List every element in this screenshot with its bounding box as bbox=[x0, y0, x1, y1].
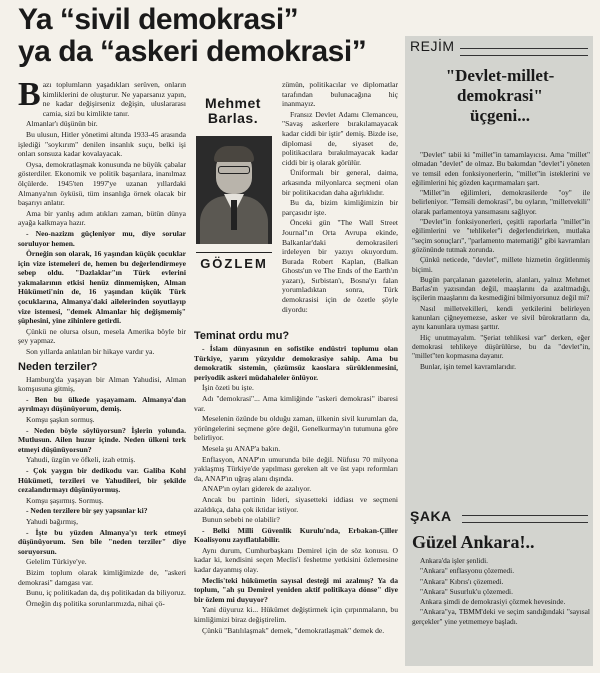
paragraph: Fransız Devlet Adamı Clemanceu, "Savaş askerlere bırakılamayacak kadar ciddi bir iştir" demiş. Bizde ise, diplomasi de, siyaset de, politikacılara bırakılmayacak kadar ciddi bir iş olarak görülür. bbox=[282, 109, 398, 167]
paragraph: Son yıllarda anlatılan bir hikaye vardır ya. bbox=[26, 347, 155, 357]
paragraph: Örneğin dış politika sorunlarımızda, nihai çö- bbox=[26, 598, 165, 608]
paragraph: Çünkü "Batılılaşmak" demek, "demokratlaşmak" demek de. bbox=[202, 625, 385, 635]
paragraph: "Ankara" enflasyonu çözemedi. bbox=[420, 566, 515, 576]
paragraph: Yahudi bağırmış, bbox=[26, 516, 78, 526]
paragraph: Meselenin özünde bu olduğu zaman, ülkenin sivil kurumları da, yörüngelerini seçmene göre değil, Genelkurmay'ın tutumuna göre belirliyor. bbox=[194, 414, 398, 443]
paragraph: "Devlet" tabii ki "millet"in tamamlayıcısı. Ama "millet" olmadan "devlet" de olmaz. Bu bakımdan "devlet"i yöneten ve temsil eden fonksiyonerlerin, "millet"in isteklerini ve eğilimlerini hiç gözden kaçırmamaları şart. bbox=[412, 150, 590, 187]
paragraph: - Neden böyle söylüyorsun? İşlerin yolunda. Mutlusun. Ailen huzur içinde. Neden ülkeni terk etmeyi düşünüyorsun? bbox=[18, 425, 186, 454]
author-photo bbox=[196, 136, 272, 244]
paragraph: - İşte bu yüzden Almanya'yı terk etmeyi düşünüyorum. Sen bile "neden terziler" diye soruyorsun. bbox=[18, 527, 186, 556]
paragraph: - Neden terzilere bir şey yapsınlar ki? bbox=[26, 506, 148, 516]
paragraph: Bu da, bizim kimliğimizin bir parçasıdır işte. bbox=[282, 198, 398, 217]
paragraph: Yahudi, üzgün ve öfkeli, izah etmiş. bbox=[26, 455, 136, 465]
paragraph: Bu ulusun, Hitler yönetimi altında 1933-45 arasında işlediği "soykırım" denilen insanlık suçu, belki işi onları sonsuza kadar kovalayacak. bbox=[18, 129, 186, 159]
paragraph: Ankara'da işler şenlidi. bbox=[420, 556, 489, 565]
article-column-1 bbox=[18, 80, 186, 668]
paragraph: Komşu şaşırmış. Sormuş. bbox=[26, 495, 104, 505]
paragraph: Bugün parçalanan gazetelerin, alanları, yalnız Mehmet Barlas'ın yazısından değil, maaşlarını da azaltmadığı, işçilerin maaşlarını da kesmediğini bilmiyorsunuz değil mi? bbox=[412, 274, 590, 303]
paragraph: Oysa, demokratlaşmak konusunda ne büyük çabalar gösterdiler. Ekonomik ve politik başarılara, inanılmaz ölçülerde. 1945'ten 1997'ye uzanan yıllardaki Almanya'nın öyküsü, tüm insanlığa örnek olacak bir başarıyı anlatır. bbox=[18, 159, 186, 208]
paragraph: Hiç unutmayalım. "Şeriat tehlikesi var" derken, eğer demokrasi tehlikeye düşürülürse, bu da "devlet"in, "millet"ten kopmasına dayanır. bbox=[412, 332, 590, 361]
subhead-neden-terziler: Neden terziler? bbox=[18, 360, 98, 373]
paragraph: Bunun sebebi ne olabilir? bbox=[202, 515, 280, 525]
author-last-name: Barlas. bbox=[207, 110, 259, 126]
paragraph: - İslam dünyasının en sofistike endüstri toplumu olan Türkiye, yarım yüzyıldır demokrasiye sahip. Ama bu demokratik sistemin, çözümsüz kaoslara sürüklenmesini, periyodik askeri müdahaleler önlüyor. bbox=[194, 344, 398, 382]
paragraph: Aynı durum, Cumhurbaşkanı Demirel için de söz konusu. O kadar ki, kendisini seçen Meclis'i feshetme yetkisini özlemesine kadar dayanmış olay. bbox=[194, 545, 398, 575]
paragraph: Meclis'teki hükümetin sayısal desteği mi azalmış? Ya da toplum, "ah şu Demirel yeniden aktif politikaya dönse" diye bir özlem mi duyuyor? bbox=[194, 575, 398, 604]
sidebar-headline-line-2: demokrasi" bbox=[457, 86, 543, 105]
paragraph: zümün, politikacılar ve diplomatlar tarafından bulunacağına hiç inanmayız. bbox=[282, 80, 398, 109]
paragraph: Üniformalı bir general, daima, arkasında milyonlarca seçmeni olan bir politikacıdan daha ağırlıklıdır. bbox=[282, 168, 398, 197]
sidebar-headline bbox=[410, 66, 590, 126]
headline-line-2: ya da “askeri demokrasi” bbox=[18, 35, 367, 68]
paragraph: "Ankara" Susurluk'u çözemedi. bbox=[420, 586, 513, 596]
paragraph: Mesela şu ANAP'a bakın. bbox=[202, 443, 281, 453]
article-column-2-top bbox=[282, 80, 398, 326]
paragraph: Hamburg'da yaşayan bir Alman Yahudisi, Alman komşusuna gitmiş, bbox=[18, 374, 186, 394]
rejim-label: REJİM bbox=[410, 38, 455, 54]
paragraph: "Ankara" Kıbrıs'ı çözemedi. bbox=[420, 576, 504, 586]
paragraph: azı toplumların yaşadıkları serüven, onların kimliklerini de oluşturur. Ne yaparsanız yapın, ne kadar değişirseniz değişin, uluslararası camia, sizi bu kimlikte tanır. bbox=[42, 80, 186, 118]
paragraph: Çünkü ne olursa olsun, mesela Amerika böyle bir şey yapmaz. bbox=[18, 326, 186, 346]
saka-label: ŞAKA bbox=[410, 508, 452, 524]
paragraph: ANAP'ın oyları giderek de azalıyor. bbox=[202, 484, 312, 494]
paragraph: Ancak bu partinin lideri, siyasetteki iddiası ve seçmeni azaldıkça, daha çok iktidar istiyor. bbox=[194, 494, 398, 514]
headline-line-1: Ya “sivil demokrasi” bbox=[18, 3, 299, 36]
paragraph: - Ben bu ülkede yaşayamam. Almanya'dan ayrılmayı düşünüyorum, demiş. bbox=[18, 394, 186, 414]
saka-text bbox=[412, 556, 590, 627]
sidebar-headline-line-3: üçgeni... bbox=[470, 106, 530, 125]
column-name: GÖZLEM bbox=[196, 252, 272, 271]
paragraph: Komşu şaşkın sormuş. bbox=[26, 415, 95, 424]
saka-headline: Güzel Ankara!.. bbox=[412, 532, 535, 552]
sidebar-headline-line-1: "Devlet-millet- bbox=[445, 66, 555, 85]
paragraph: Nasıl milletvekilleri, kendi yetkilerini belirleyen kanunları çiğneyemezse, asker ve sivil bürokratların da, aynı kanunlara uyması şarttır. bbox=[412, 303, 590, 332]
paragraph: - Belki Milli Güvenlik Kurulu'nda, Erbakan-Çiller Koalisyonu zayıflatılabilir. bbox=[194, 525, 398, 545]
paragraph: Adı "demokrasi"... Ama kimliğinde "askeri demokrasi" ibaresi var. bbox=[194, 393, 398, 413]
author-box bbox=[192, 96, 274, 278]
sidebar-text bbox=[412, 150, 590, 372]
author-first-name: Mehmet bbox=[205, 95, 261, 111]
drop-cap: B bbox=[18, 80, 41, 113]
paragraph: "Ankara"ya, TBMM'deki ve seçim sandığındaki "sayısal gerçekler" yine yetmemeye başladı. bbox=[412, 607, 590, 626]
paragraph: Bunu, iç politikadan da, dış politikadan da biliyoruz. bbox=[26, 588, 186, 598]
paragraph: Ama bir yanlış adım atıkları zaman, bütün dünya ayağa kalkmaya hazır. bbox=[18, 208, 186, 228]
saka-rule bbox=[462, 515, 588, 523]
article-column-2 bbox=[194, 326, 398, 668]
article-headline bbox=[18, 4, 398, 68]
paragraph: Bizim toplum olarak kimliğimizde de, "askeri demokrasi" damgası var. bbox=[18, 567, 186, 587]
paragraph: Ankara şimdi de demokrasiyi çözmek hevesinde. bbox=[420, 597, 566, 607]
paragraph: Enflasyon, ANAP'ın umurunda bile değil. Nüfusu 70 milyona yaklaşmış Türkiye'de yapılması gereken alt ve üst yapı reformları da, ANAP'ın uğraş alanı dışında. bbox=[194, 454, 398, 483]
paragraph: - Neo-nazizm güçleniyor mu, diye sorular soruluyor hemen. bbox=[18, 228, 186, 248]
paragraph: "Devlet"in fonksiyonerleri, çeşitli raporlarla "millet"in eğilimlerini ve "tehlikeler"i değerlendirirken, mutlaka "seçim sonuçları", "parlamento matematiği" gibi kavramları gözönünde tutmak zorunda. bbox=[412, 217, 590, 254]
paragraph: Çünkü neticede, "devlet", millete hizmetin örgütlenmiş biçimi. bbox=[412, 255, 590, 274]
subhead-teminat-ordu-mu: Teminat ordu mu? bbox=[194, 330, 290, 342]
paragraph: Örneğin son olarak, 16 yaşından küçük çocuklar için vize istemeleri de, hemen bu değerlendirmeye sebep oldu. "Dazlaklar"ın Türk evlerini yakmalarının etkisi henüz dinmemişken, Alman Hükümeti'nin de, 16 yaşından küçük Türk çocuklarına, Almanya'daki ailelerinden soyutlayıp vize istemesi, "demek Almanlar hiç değişmemiş" şüphesini, yine zihinlere getirdi. bbox=[18, 249, 186, 326]
paragraph: İşin özeti bu işte. bbox=[202, 383, 254, 393]
paragraph: Yani düyuruz ki... Hükümet değiştirmek için çırpınmaların, bu kimliğimizi biraz değiştirelim. bbox=[194, 605, 398, 625]
rejim-rule bbox=[460, 48, 588, 56]
paragraph: "Millet"in eğilimleri, demokrasilerde "oy" ile belirleniyor. "Temsili demokrasi", bu oyların, "milletvekili" olarak parlamentoya yansımasını sağlıyor. bbox=[412, 188, 590, 216]
paragraph: Gelelim Türkiye'ye. bbox=[26, 557, 87, 567]
paragraph: Almanlar'ı düşünün bir. bbox=[26, 119, 98, 129]
paragraph: Önceki gün "The Wall Street Journal"ın Orta Avrupa ekinde, Balkanlar'daki demokrasileri irdeleyen bir yazıyı okuyordum. Burada Robert Kaplan, (Balkan Ghosts'un ve The Ends of the Earth'ın yazarı), Sırbistan'ı, Bosna'yı falan yorumladıktan sonra, Türk demokrasisi için de özetle şöyle diyordu: bbox=[282, 218, 398, 314]
paragraph: Bunlar, işin temel kavramlarıdır. bbox=[420, 361, 516, 371]
paragraph: - Çok yaygın bir dedikodu var. Galiba Kohl Hükümeti, terzileri ve Yahudileri, bir şekilde cezalandırmayı düşünüyormuş. bbox=[18, 465, 186, 495]
